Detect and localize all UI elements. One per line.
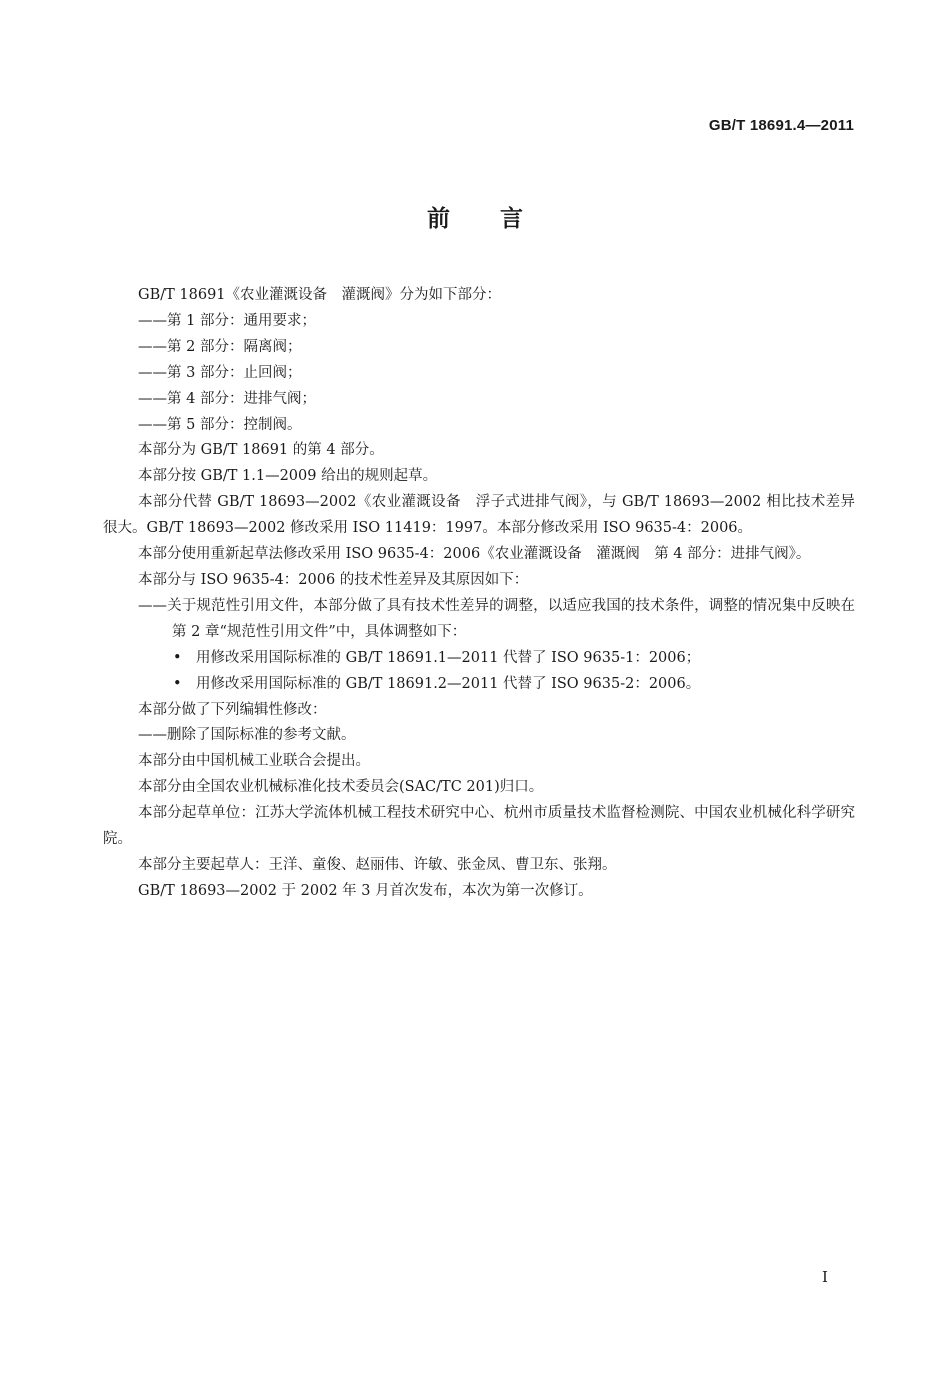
list-item: ——第 3 部分：止回阀； bbox=[138, 364, 302, 381]
list-item: ——第 1 部分：通用要求； bbox=[138, 312, 316, 329]
bullet-item: • 用修改采用国际标准的 GB/T 18691.2—2011 代替了 ISO 9635-2：2006。 bbox=[173, 675, 701, 692]
list-item: ——第 4 部分：进排气阀； bbox=[138, 390, 316, 407]
page-title: 前言 bbox=[427, 206, 573, 232]
list-item: ——关于规范性引用文件，本部分做了具有技术性差异的调整，以适应我国的技术条件，调整的情况集中反映在第 2 章“规范性引用文件”中，具体调整如下： bbox=[138, 597, 855, 640]
paragraph: GB/T 18691《农业灌溉设备 灌溉阀》分为如下部分： bbox=[138, 287, 502, 303]
standard-number: GB/T 18691.4—2011 bbox=[708, 117, 854, 134]
paragraph: 本部分与 ISO 9635-4：2006 的技术性差异及其原因如下： bbox=[138, 571, 529, 588]
paragraph: 本部分按 GB/T 1.1—2009 给出的规则起草。 bbox=[138, 468, 438, 485]
document-body bbox=[103, 283, 855, 905]
paragraph: 本部分主要起草人：王洋、童俊、赵丽伟、许敏、张金凤、曹卫东、张翔。 bbox=[138, 856, 617, 873]
list-item: ——第 2 部分：隔离阀； bbox=[138, 338, 302, 355]
paragraph: 本部分做了下列编辑性修改： bbox=[138, 701, 327, 718]
page-number: I bbox=[822, 1268, 828, 1286]
paragraph: 本部分使用重新起草法修改采用 ISO 9635-4：2006《农业灌溉设备 灌溉阀 第 4 部分：进排气阀》。 bbox=[138, 546, 811, 563]
paragraph: 本部分由全国农业机械标准化技术委员会(SAC/TC 201)归口。 bbox=[138, 779, 544, 796]
list-item: ——第 5 部分：控制阀。 bbox=[138, 416, 302, 433]
paragraph: GB/T 18693—2002 于 2002 年 3 月首次发布，本次为第一次修订。 bbox=[138, 882, 593, 899]
paragraph: 本部分起草单位：江苏大学流体机械工程技术研究中心、杭州市质量技术监督检测院、中国农业机械化科学研究院。 bbox=[103, 805, 855, 848]
paragraph: 本部分由中国机械工业联合会提出。 bbox=[138, 753, 370, 770]
paragraph: 本部分为 GB/T 18691 的第 4 部分。 bbox=[138, 442, 384, 459]
bullet-item: • 用修改采用国际标准的 GB/T 18691.1—2011 代替了 ISO 9635-1：2006； bbox=[173, 649, 701, 666]
list-item: ——删除了国际标准的参考文献。 bbox=[138, 727, 356, 744]
paragraph: 本部分代替 GB/T 18693—2002《农业灌溉设备 浮子式进排气阀》，与 GB/T 18693—2002 相比技术差异很大。GB/T 18693—2002 修改采用 ISO 11419：1997。本部分修改采用 ISO 9635-4：2006。 bbox=[103, 494, 855, 537]
